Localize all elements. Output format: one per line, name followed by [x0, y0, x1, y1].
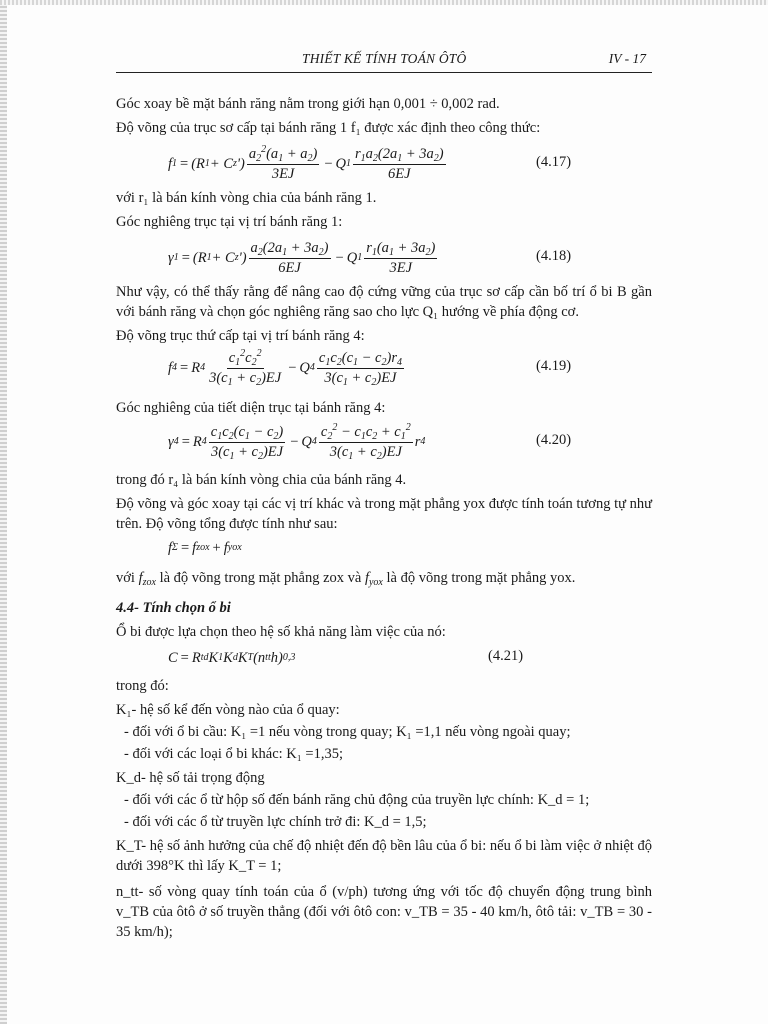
equation-number: (4.18) [536, 248, 572, 264]
paragraph: Góc nghiêng trục tại vị trí bánh răng 1: [116, 214, 343, 230]
paragraph: Góc xoay bề mặt bánh răng nằm trong giới hạn 0,001 ÷ 0,002 rad. [116, 96, 500, 112]
equation-4-21: C = R td K 1 K d K T (n tt h) 0,3 (4.21) [168, 648, 524, 666]
equation-number: (4.17) [536, 154, 572, 170]
list-item: - đối với ổ bi cầu: K₁ =1 nếu vòng trong quay; K₁ =1,1 nếu vòng ngoài quay; [124, 724, 571, 740]
paragraph: với r₁ là bán kính vòng chia của bánh răng 1. [116, 190, 377, 206]
paragraph: K_T- hệ số ảnh hưởng của chế độ nhiệt đến độ bền lâu của ổ bi: nếu ổ bi làm việc ở nhiệt độ dưới 398°K thì lấy K_T = 1; [116, 838, 652, 874]
list-item: - đối với các loại ổ bi khác: K₁ =1,35; [124, 746, 344, 762]
paragraph: Độ võng trục thứ cấp tại vị trí bánh răng 4: [116, 328, 365, 344]
paragraph: Như vậy, có thể thấy rằng để nâng cao độ cứng vững của trục sơ cấp cần bố trí ổ bi B gần với bánh răng và chọn góc nghiêng răng sao cho lực Q₁ hướng về phía động cơ. [116, 284, 652, 320]
header-title: THIẾT KẾ TÍNH TOÁN ÔTÔ [302, 51, 467, 66]
paragraph: trong đó: [116, 678, 169, 694]
equation-total-deflection: f Σ = f zox + f yox [168, 539, 242, 556]
equation-number: (4.20) [536, 432, 572, 448]
paragraph: K_d- hệ số tải trọng động [116, 770, 265, 786]
list-item: - đối với các ổ từ truyền lực chính trở đi: K_d = 1,5; [124, 814, 427, 830]
equation-number: (4.21) [488, 648, 524, 664]
paragraph: n_tt- số vòng quay tính toán của ổ (v/ph) tương ứng với tốc độ chuyển động trung bình v_TB của ôtô ở số truyền thẳng (đối với ôtô con: v_TB = 35 - 40 km/h, ôtô tải: v_TB = 30 - 35 km/h); [116, 884, 652, 940]
page-header [116, 50, 652, 73]
equation-number: (4.19) [536, 358, 572, 374]
paragraph: K₁- hệ số kể đến vòng nào của ổ quay: [116, 702, 340, 718]
equation-4-20: γ 4 = R 4 $\frac{c_1c_2(c_1 - c_2)}{3(c_1 + c_2)EJ}$ − Q 4 $\frac{c_2^2 - c_1c_2 + c_1^2}{3(c_1 + c_2)EJ}$ r 4 (4.20) [168, 421, 572, 462]
page-number: IV - 17 [608, 51, 646, 66]
paragraph: trong đó r₄ là bán kính vòng chia của bánh răng 4. [116, 472, 407, 488]
equation-4-17: f 1 = (R 1 + C z ') $\frac{a_2^2(a_1 + a_2)}{3EJ}$ − Q 1 $\frac{r_1a_2(2a_1 + 3a_2)}{6EJ}$ (4.17) [168, 143, 572, 182]
paragraph: Ổ bi được lựa chọn theo hệ số khả năng làm việc của nó: [116, 624, 446, 640]
equation-4-19: f 4 = R 4 $\frac{c_1^2c_2^2}{3(c_1 + c_2)EJ}$ − Q 4 $\frac{c_1c_2(c_1 - c_2)r_4}{3(c_1 + c_2)EJ}$ (4.19) [168, 347, 572, 388]
paragraph: Độ võng của trục sơ cấp tại bánh răng 1 f₁ được xác định theo công thức: [116, 120, 541, 136]
section-heading: 4.4- Tính chọn ổ bi [116, 600, 231, 616]
list-item: - đối với các ổ từ hộp số đến bánh răng chủ động của truyền lực chính: K_d = 1; [124, 792, 590, 808]
equation-4-18: γ 1 = (R 1 + C z ') $\frac{a_2(2a_1 + 3a_2)}{6EJ}$ − Q 1 $\frac{r_1(a_1 + 3a_2)}{3EJ}$ (4.18) [168, 239, 572, 276]
paragraph: Độ võng và góc xoay tại các vị trí khác và trong mặt phẳng yox được tính toán tương tự như trên. Độ võng tổng được tính như sau: [116, 496, 652, 532]
paragraph: với $f_{zox}$ là độ võng trong mặt phẳng zox và $f_{yox}$ là độ võng trong mặt phẳng yox. [116, 570, 576, 588]
paragraph: Góc nghiêng của tiết diện trục tại bánh răng 4: [116, 400, 386, 416]
